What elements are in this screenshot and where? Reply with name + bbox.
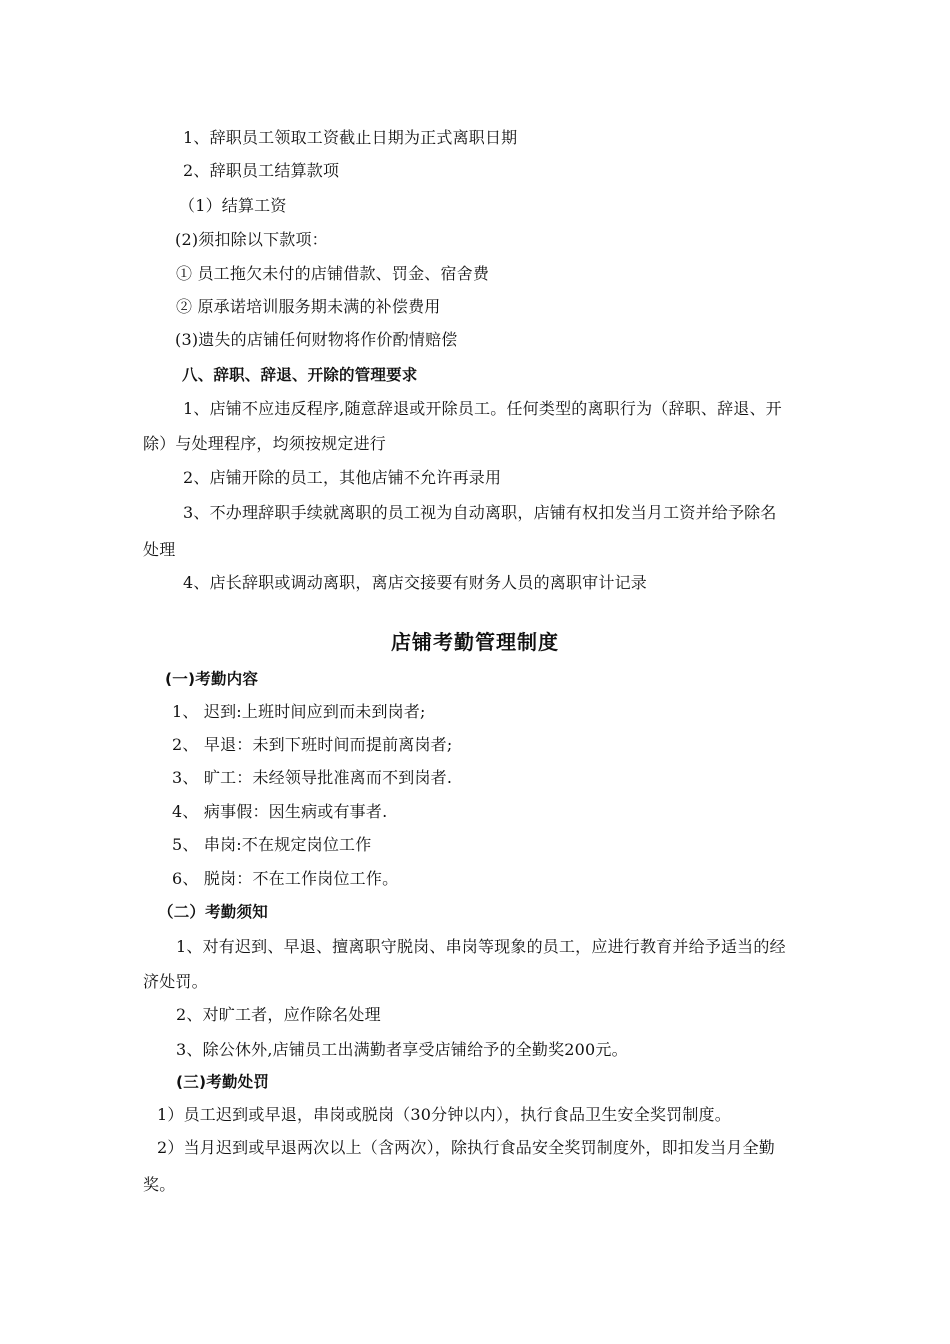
paragraph: 2、对旷工者，应作除名处理	[176, 1005, 381, 1024]
paragraph: 3、除公休外,店铺员工出满勤者享受店铺给予的全勤奖200元。	[176, 1040, 628, 1059]
paragraph: 3、不办理辞职手续就离职的员工视为自动离职，店铺有权扣发当月工资并给予除名	[183, 503, 777, 522]
section-heading: （二）考勤须知	[158, 903, 268, 921]
section-heading: (一)考勤内容	[165, 670, 259, 688]
paragraph: ② 原承诺培训服务期未满的补偿费用	[176, 297, 441, 316]
paragraph: 1、辞职员工领取工资截止日期为正式离职日期	[183, 128, 518, 147]
section-heading: 八、辞职、辞退、开除的管理要求	[182, 366, 418, 384]
paragraph: 2）当月迟到或早退两次以上（含两次），除执行食品安全奖罚制度外，即扣发当月全勤	[157, 1138, 775, 1157]
paragraph: ① 员工拖欠未付的店铺借款、罚金、宿舍费	[176, 264, 490, 283]
paragraph: 奖。	[143, 1175, 176, 1194]
paragraph: 济处罚。	[143, 972, 208, 991]
list-item: 4、 病事假：因生病或有事者.	[172, 802, 388, 821]
paragraph: 1）员工迟到或早退，串岗或脱岗（30分钟以内），执行食品卫生安全奖罚制度。	[157, 1105, 731, 1124]
list-item: 3、 旷工：未经领导批准离而不到岗者.	[172, 768, 453, 787]
paragraph: 处理	[143, 540, 176, 559]
list-item: 2、 早退：未到下班时间而提前离岗者;	[172, 735, 453, 754]
paragraph: (2)须扣除以下款项：	[175, 230, 328, 249]
page-title: 店铺考勤管理制度	[391, 630, 559, 654]
paragraph: (3)遗失的店铺任何财物将作价酌情赔偿	[175, 330, 458, 349]
list-item: 1、 迟到:上班时间应到而未到岗者;	[172, 702, 426, 721]
paragraph: 1、对有迟到、早退、擅离职守脱岗、串岗等现象的员工，应进行教育并给予适当的经	[176, 937, 786, 956]
section-heading: (三)考勤处罚	[176, 1073, 270, 1091]
list-item: 6、 脱岗：不在工作岗位工作。	[172, 869, 399, 888]
paragraph: 除）与处理程序，均须按规定进行	[143, 434, 387, 453]
list-item: 5、 串岗:不在规定岗位工作	[172, 835, 372, 854]
paragraph: 1、店铺不应违反程序,随意辞退或开除员工。任何类型的离职行为（辞职、辞退、开	[183, 399, 782, 418]
paragraph: （1）结算工资	[179, 196, 287, 215]
paragraph: 4、店长辞职或调动离职，离店交接要有财务人员的离职审计记录	[183, 573, 647, 592]
paragraph: 2、辞职员工结算款项	[183, 161, 340, 180]
paragraph: 2、店铺开除的员工，其他店铺不允许再录用	[183, 468, 502, 487]
